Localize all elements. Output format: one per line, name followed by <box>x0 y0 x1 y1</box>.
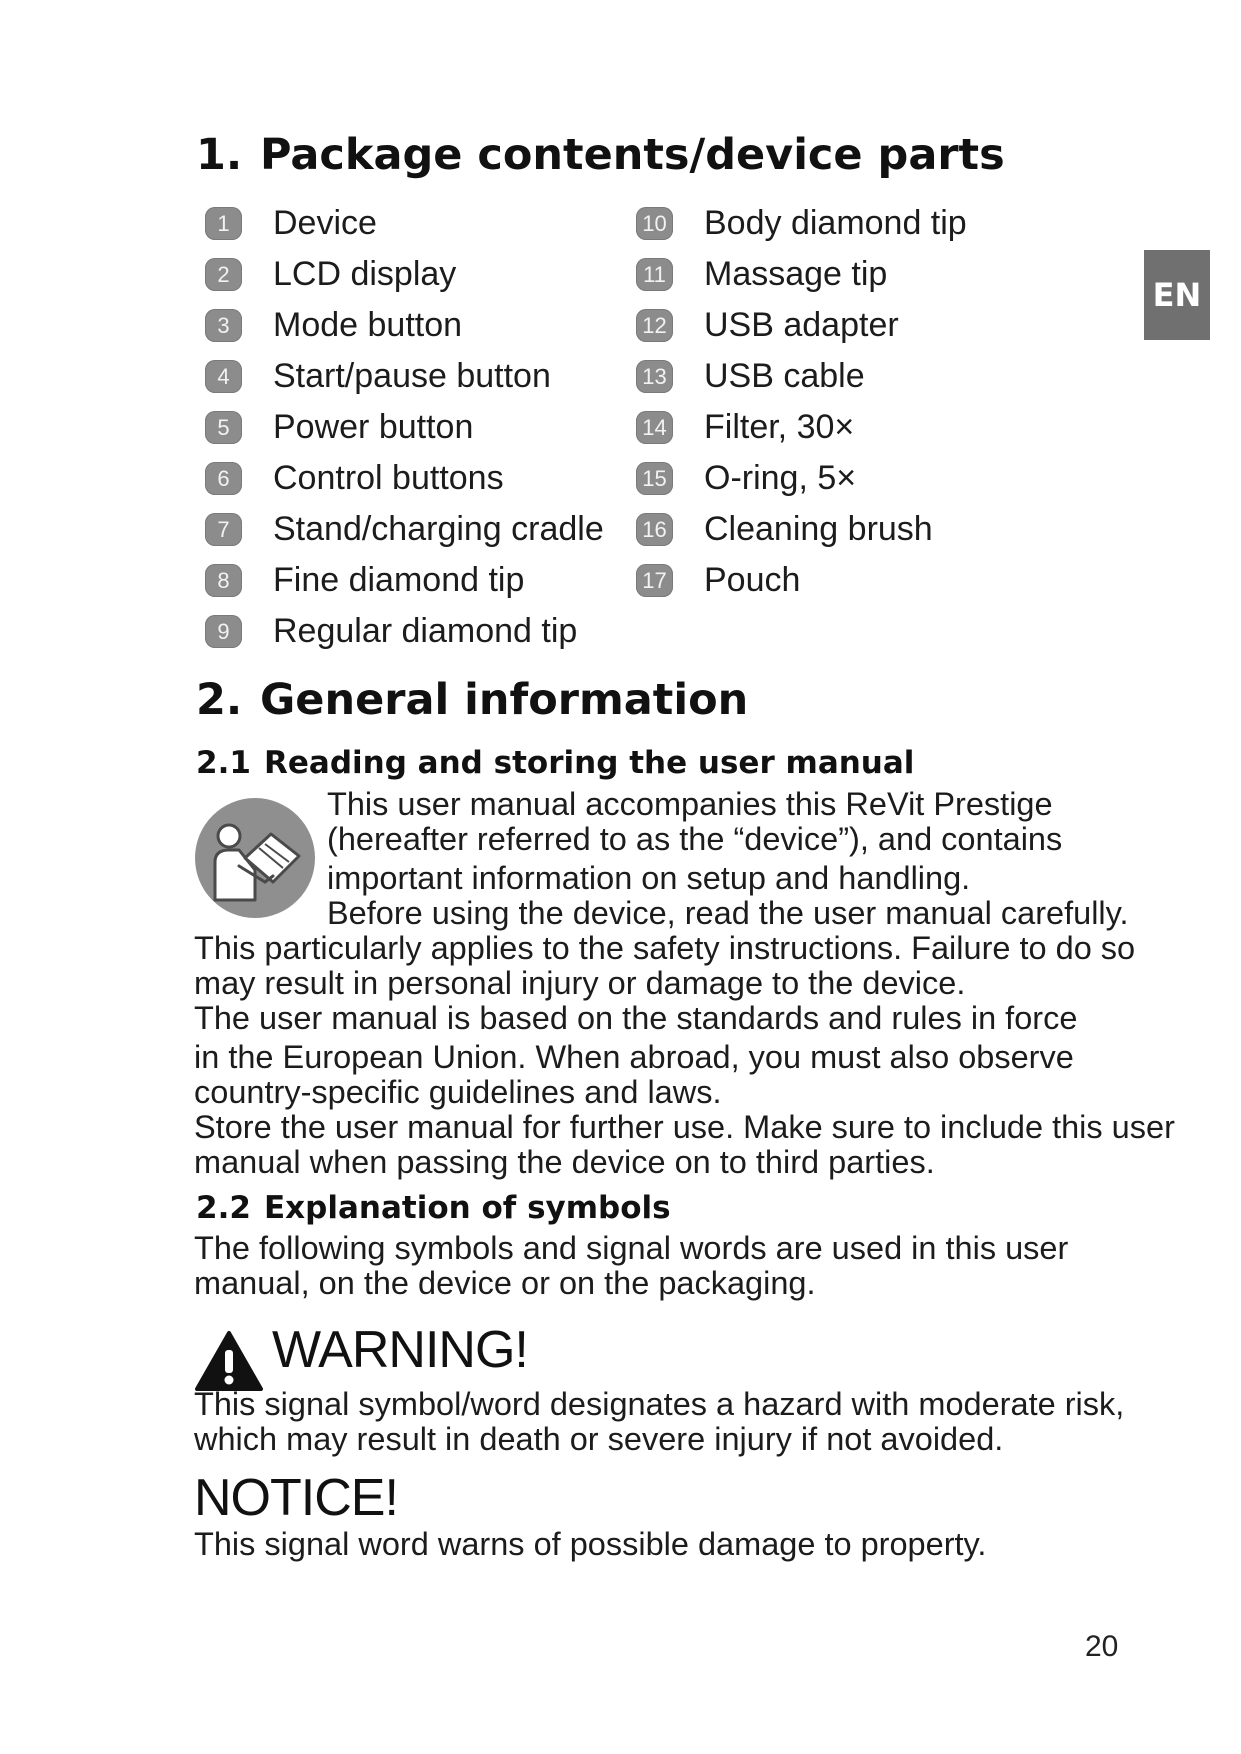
list-item <box>636 249 967 300</box>
reading-line-9: country-specific guidelines and laws. <box>194 1074 722 1110</box>
section-2-1-number: 2.1 <box>196 745 251 781</box>
read-manual-icon <box>193 796 317 920</box>
part-number-badge: 11 <box>636 258 673 291</box>
list-item <box>636 300 967 351</box>
list-item <box>205 504 604 555</box>
list-item <box>636 555 967 606</box>
reading-line-2: (hereafter referred to as the “device”), and contains <box>327 821 1063 857</box>
reading-line-4: Before using the device, read the user manual carefully. <box>327 895 1129 931</box>
part-number-badge: 9 <box>205 615 242 648</box>
reading-line-5: This particularly applies to the safety instructions. Failure to do so <box>194 930 1136 966</box>
list-item <box>205 402 604 453</box>
list-item <box>636 504 967 555</box>
reading-line-6: may result in personal injury or damage to the device. <box>194 965 966 1001</box>
part-label: Power button <box>273 408 474 446</box>
list-item <box>205 606 604 657</box>
part-label: USB cable <box>704 357 865 395</box>
symbols-line-2: manual, on the device or on the packaging. <box>194 1265 816 1301</box>
part-number-badge: 1 <box>205 207 242 240</box>
part-number-badge: 10 <box>636 207 673 240</box>
list-item <box>636 402 967 453</box>
part-label: Start/pause button <box>273 357 551 395</box>
list-item <box>205 300 604 351</box>
list-item <box>636 453 967 504</box>
section-2-heading <box>196 675 748 725</box>
warning-signal-word: WARNING! <box>272 1321 528 1379</box>
reading-line-3: important information on setup and handling. <box>327 860 971 896</box>
reading-line-7: The user manual is based on the standards and rules in force <box>194 1000 1078 1036</box>
part-label: LCD display <box>273 255 457 293</box>
list-item <box>636 198 967 249</box>
parts-list-right <box>636 198 967 606</box>
part-label: Body diamond tip <box>704 204 967 242</box>
warning-triangle-icon <box>194 1330 264 1392</box>
list-item <box>636 351 967 402</box>
part-label: Stand/charging cradle <box>273 510 604 548</box>
part-number-badge: 7 <box>205 513 242 546</box>
part-number-badge: 16 <box>636 513 673 546</box>
section-2-title: General information <box>260 675 749 725</box>
section-2-number: 2. <box>196 675 243 725</box>
language-tab: EN <box>1144 250 1210 340</box>
reading-line-11: manual when passing the device on to third parties. <box>194 1144 935 1180</box>
list-item <box>205 555 604 606</box>
section-1-number: 1. <box>196 130 243 180</box>
part-number-badge: 8 <box>205 564 242 597</box>
part-label: Device <box>273 204 377 242</box>
symbols-line-1: The following symbols and signal words are used in this user <box>194 1230 1069 1266</box>
part-number-badge: 15 <box>636 462 673 495</box>
part-label: Fine diamond tip <box>273 561 525 599</box>
list-item <box>205 351 604 402</box>
reading-line-1: This user manual accompanies this ReVit Prestige <box>327 786 1053 822</box>
part-number-badge: 6 <box>205 462 242 495</box>
section-1-title: Package contents/device parts <box>260 130 1005 180</box>
section-2-1-heading <box>196 745 914 781</box>
parts-list-left <box>205 198 604 657</box>
list-item <box>205 453 604 504</box>
reading-line-8: in the European Union. When abroad, you must also observe <box>194 1039 1074 1075</box>
part-label: Pouch <box>704 561 801 599</box>
part-number-badge: 5 <box>205 411 242 444</box>
warning-line-1: This signal symbol/word designates a hazard with moderate risk, <box>194 1386 1125 1422</box>
notice-signal-word: NOTICE! <box>194 1469 398 1527</box>
part-number-badge: 3 <box>205 309 242 342</box>
warning-line-2: which may result in death or severe injury if not avoided. <box>194 1421 1004 1457</box>
section-2-2-title: Explanation of symbols <box>264 1190 671 1226</box>
section-2-2-heading <box>196 1190 671 1226</box>
section-2-2-number: 2.2 <box>196 1190 251 1226</box>
notice-line-1: This signal word warns of possible damage to property. <box>194 1526 987 1562</box>
part-label: USB adapter <box>704 306 899 344</box>
part-label: Massage tip <box>704 255 888 293</box>
part-label: O-ring, 5× <box>704 459 857 497</box>
part-number-badge: 13 <box>636 360 673 393</box>
section-2-1-title: Reading and storing the user manual <box>264 745 915 781</box>
part-number-badge: 12 <box>636 309 673 342</box>
part-number-badge: 17 <box>636 564 673 597</box>
part-label: Control buttons <box>273 459 504 497</box>
reading-line-10: Store the user manual for further use. Make sure to include this user <box>194 1109 1175 1145</box>
list-item <box>205 249 604 300</box>
part-label: Mode button <box>273 306 463 344</box>
part-label: Regular diamond tip <box>273 612 578 650</box>
list-item <box>205 198 604 249</box>
part-number-badge: 14 <box>636 411 673 444</box>
section-1-heading <box>196 130 1005 180</box>
part-label: Filter, 30× <box>704 408 855 446</box>
part-label: Cleaning brush <box>704 510 933 548</box>
page-number: 20 <box>1085 1630 1119 1663</box>
part-number-badge: 2 <box>205 258 242 291</box>
part-number-badge: 4 <box>205 360 242 393</box>
